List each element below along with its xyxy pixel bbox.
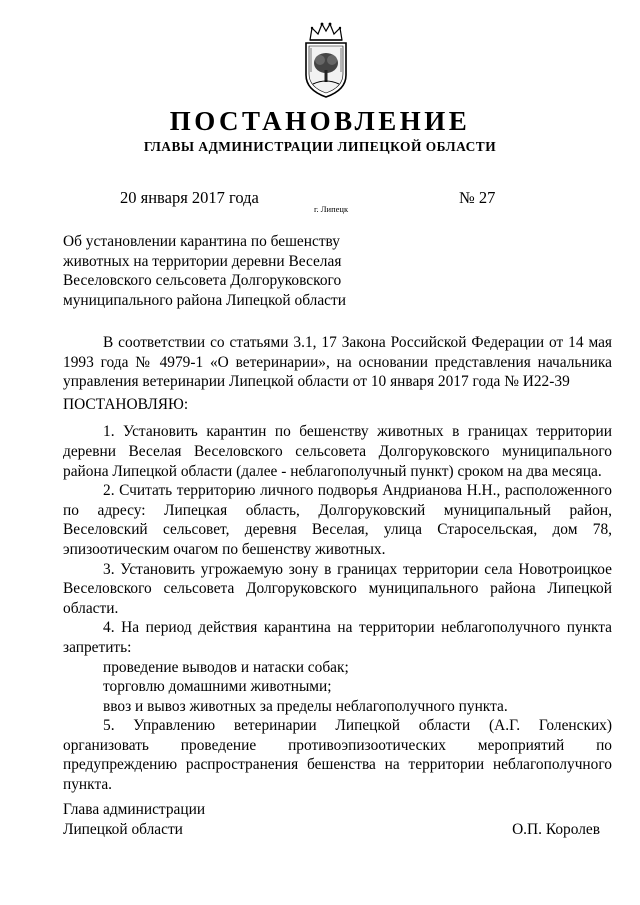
- clause-1: 1. Установить карантин по бешенству животных в границах территории деревни Веселая Веселовского сельсовета Долгоруковского муниципального района Липецкой области (далее - неблагополучный пункт) сроком на два месяца.: [63, 423, 612, 480]
- clause-2: 2. Считать территорию личного подворья Андрианова Н.Н., расположенного по адресу: Липецкая область, Долгоруковский муниципальный район, Веселовский сельсовет, деревня Веселая, улица Старосельская, дом 78, эпизоотическим очагом по бешенству животных.: [63, 482, 612, 558]
- signature-position-line: Глава администрации: [63, 801, 206, 818]
- document-subject: [63, 232, 363, 310]
- document-subtitle: ГЛАВЫ АДМИНИСТРАЦИИ ЛИПЕЦКОЙ ОБЛАСТИ: [143, 139, 497, 154]
- coat-of-arms-icon: [296, 20, 356, 100]
- clause-4: 4. На период действия карантина на территории неблагополучного пункта запретить:: [63, 619, 612, 656]
- document-place: г. Липецк: [314, 204, 349, 214]
- document-date: 20 января 2017 года: [120, 188, 259, 207]
- preamble-paragraph: В соответствии со статьями 3.1, 17 Закона Российской Федерации от 14 мая 1993 года № 4979-1 «О ветеринарии», на основании представления начальника управления ветеринарии Липецкой области от 10 января 2017 года № И22-39: [63, 334, 612, 391]
- document-number: № 27: [459, 188, 496, 207]
- subject-line: животных на территории деревни Веселая: [63, 252, 342, 270]
- clause-3: 3. Установить угрожаемую зону в границах территории села Новотроицкое Веселовского сельсовета Долгоруковского муниципального района Липецкой области.: [63, 560, 612, 617]
- subject-line: муниципального района Липецкой области: [63, 291, 346, 309]
- subject-line: Веселовского сельсовета Долгоруковского: [63, 272, 342, 289]
- signature-name: О.П. Королев: [512, 821, 600, 838]
- subject-line: Об установлении карантина по бешенству: [63, 233, 340, 250]
- signature-position-line: Липецкой области: [63, 821, 183, 838]
- document-body: [63, 333, 612, 795]
- clause-4-item: проведение выводов и натаски собак;: [103, 658, 349, 676]
- decree-word: ПОСТАНОВЛЯЮ:: [63, 395, 189, 413]
- document-title: ПОСТАНОВЛЕНИЕ: [169, 106, 471, 136]
- clause-4-item: торговлю домашними животными;: [103, 678, 332, 696]
- clause-5: 5. Управлению ветеринарии Липецкой области (А.Г. Голенских) организовать проведение противоэпизоотических мероприятий по предупреждению распространения бешенства на территории неблагополучного пункта.: [63, 717, 612, 794]
- signature-position: [63, 800, 205, 840]
- clause-4-item: ввоз и вывоз животных за пределы неблагополучного пункта.: [103, 697, 508, 715]
